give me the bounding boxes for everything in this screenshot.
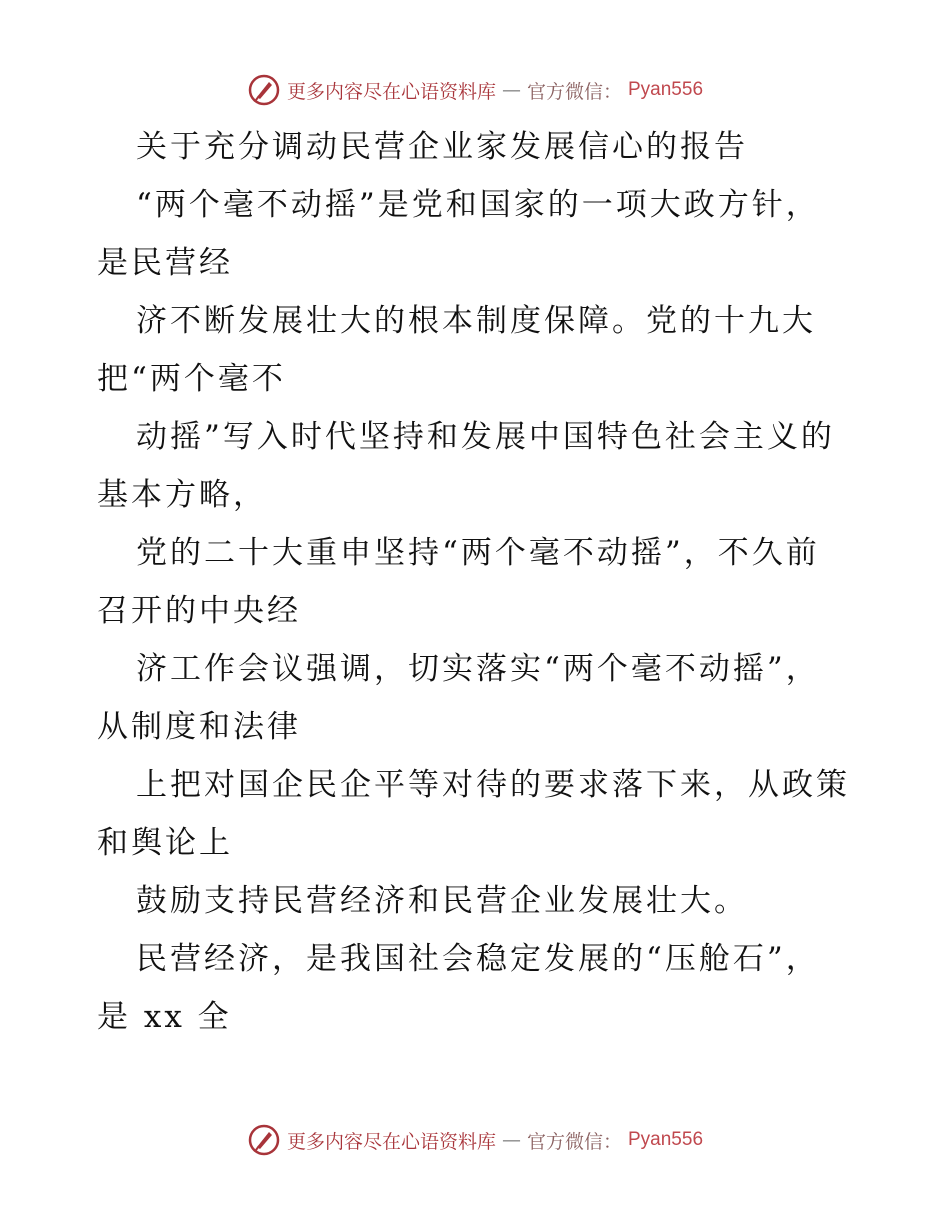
paragraph-line: 济不断发展壮大的根本制度保障。党的十九大: [136, 303, 816, 339]
paragraph-line: 基本方略，: [97, 477, 267, 513]
quill-seal-icon: [247, 73, 281, 107]
banner-wechat-label: 官方微信：: [526, 80, 622, 103]
quill-seal-icon: [247, 1123, 281, 1157]
paragraph-line: 是民营经: [97, 245, 233, 281]
document-title: 关于充分调动民营企业家发展信心的报告: [136, 129, 748, 165]
paragraph-line: 是 xx 全: [97, 999, 232, 1035]
paragraph-line: 从制度和法律: [97, 709, 301, 745]
page-header: [0, 70, 950, 110]
footer-banner: [247, 1123, 703, 1157]
paragraph-line: 召开的中央经: [97, 593, 301, 629]
banner-handle: Pyan556: [628, 1129, 704, 1150]
paragraph-line: 动摇”写入时代坚持和发展中国特色社会主义的: [136, 419, 835, 455]
banner-separator: —: [501, 1129, 521, 1151]
banner-separator: —: [501, 79, 521, 101]
paragraph-line: 上把对国企民企平等对待的要求落下来，从政策: [136, 767, 850, 803]
paragraph-line: 把“两个毫不: [97, 361, 286, 397]
header-banner: [247, 73, 703, 107]
banner-brand: 更多内容尽在心语资料库: [286, 1130, 496, 1153]
paragraph-line: 民营经济，是我国社会稳定发展的“压舱石”，: [136, 941, 820, 977]
banner-wechat-label: 官方微信：: [526, 1130, 622, 1153]
banner-handle: Pyan556: [628, 79, 704, 100]
paragraph-line: 鼓励支持民营经济和民营企业发展壮大。: [136, 883, 748, 919]
paragraph-line: “两个毫不动摇”是党和国家的一项大政方针，: [136, 187, 820, 223]
paragraph-line: 和舆论上: [97, 825, 233, 861]
paragraph-line: 党的二十大重申坚持“两个毫不动摇”，不久前: [136, 535, 820, 571]
banner-brand: 更多内容尽在心语资料库: [286, 80, 496, 103]
paragraph-line: 济工作会议强调，切实落实“两个毫不动摇”，: [136, 651, 820, 687]
document-body: [97, 118, 857, 1046]
page-footer: [0, 1120, 950, 1160]
